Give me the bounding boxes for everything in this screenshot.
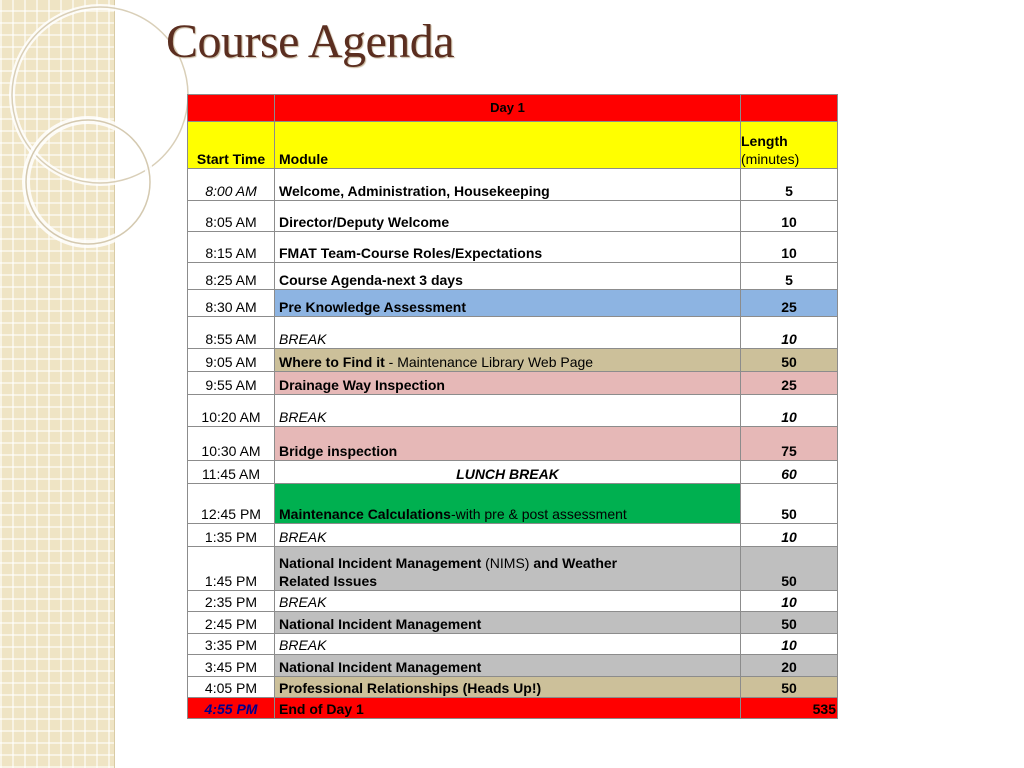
cell-time: 9:55 AM — [188, 372, 275, 395]
module-second-line: Related Issues — [279, 573, 378, 589]
cell-module: LUNCH BREAK — [275, 461, 741, 484]
cell-module: Course Agenda-next 3 days — [275, 263, 741, 290]
table-row — [188, 263, 838, 290]
table-row — [188, 349, 838, 372]
table-row — [188, 461, 838, 484]
table-footer-row — [188, 698, 838, 719]
table-row — [188, 169, 838, 201]
table-row — [188, 655, 838, 677]
header-module: Module — [275, 122, 741, 169]
cell-module: National Incident Management — [275, 612, 741, 634]
cell-time: 12:45 PM — [188, 484, 275, 524]
cell-module: FMAT Team-Course Roles/Expectations — [275, 232, 741, 263]
module-bold-part: Where to Find it — [279, 354, 385, 370]
cell-time: 8:15 AM — [188, 232, 275, 263]
cell-time: 1:35 PM — [188, 524, 275, 547]
cell-length: 10 — [741, 395, 838, 427]
cell-time: 3:45 PM — [188, 655, 275, 677]
table-row — [188, 372, 838, 395]
cell-time: 2:45 PM — [188, 612, 275, 634]
cell-module: BREAK — [275, 591, 741, 612]
header-length — [741, 122, 838, 169]
cell-time: 8:30 AM — [188, 290, 275, 317]
cell-time: 4:55 PM — [188, 698, 275, 719]
cell-module: Director/Deputy Welcome — [275, 201, 741, 232]
cell-module: BREAK — [275, 524, 741, 547]
table-row — [188, 317, 838, 349]
header-length-unit: (minutes) — [741, 151, 800, 167]
module-bold-part: National Incident Management — [279, 555, 482, 571]
cell-module: BREAK — [275, 395, 741, 427]
cell-length: 10 — [741, 232, 838, 263]
header-length-label: Length — [741, 133, 788, 149]
cell-module: Drainage Way Inspection — [275, 372, 741, 395]
table-row — [188, 634, 838, 655]
table-row — [188, 547, 838, 591]
cell-length: 50 — [741, 677, 838, 698]
cell-time: 8:00 AM — [188, 169, 275, 201]
day-label: Day 1 — [275, 95, 741, 122]
cell-time: 1:45 PM — [188, 547, 275, 591]
table-row — [188, 677, 838, 698]
table-row — [188, 612, 838, 634]
agenda-table — [187, 94, 838, 719]
cell-module: BREAK — [275, 317, 741, 349]
cell-module: Welcome, Administration, Housekeeping — [275, 169, 741, 201]
cell-length: 10 — [741, 524, 838, 547]
cell-length: 50 — [741, 349, 838, 372]
table-row — [188, 290, 838, 317]
table-row — [188, 591, 838, 612]
cell-time: 10:30 AM — [188, 427, 275, 461]
cell-time: 11:45 AM — [188, 461, 275, 484]
cell-length: 10 — [741, 201, 838, 232]
cell-module: Bridge inspection — [275, 427, 741, 461]
table-row — [188, 427, 838, 461]
cell-module: BREAK — [275, 634, 741, 655]
cell-length: 50 — [741, 547, 838, 591]
cell-length: 50 — [741, 484, 838, 524]
cell-time: 8:05 AM — [188, 201, 275, 232]
cell-module: National Incident Management — [275, 655, 741, 677]
table-header-row — [188, 122, 838, 169]
module-bold-part-2: and Weather — [533, 555, 618, 571]
cell-time: 8:25 AM — [188, 263, 275, 290]
cell-module — [275, 349, 741, 372]
module-rest-part: (NIMS) — [481, 555, 534, 571]
header-start-time: Start Time — [188, 122, 275, 169]
cell-module — [275, 547, 741, 591]
cell-time: 8:55 AM — [188, 317, 275, 349]
page-title: Course Agenda — [166, 15, 455, 68]
cell-module: Pre Knowledge Assessment — [275, 290, 741, 317]
cell-time: 2:35 PM — [188, 591, 275, 612]
module-rest-part: - Maintenance Library Web Page — [384, 354, 594, 370]
table-row — [188, 524, 838, 547]
cell-module: Professional Relationships (Heads Up!) — [275, 677, 741, 698]
table-row — [188, 95, 838, 122]
cell-time: 4:05 PM — [188, 677, 275, 698]
cell-module: End of Day 1 — [275, 698, 741, 719]
cell-time: 9:05 AM — [188, 349, 275, 372]
cell-length-total: 535 — [741, 698, 838, 719]
table-row — [188, 201, 838, 232]
cell-module — [275, 484, 741, 524]
cell-length: 25 — [741, 372, 838, 395]
cell-length: 20 — [741, 655, 838, 677]
module-bold-part: Maintenance Calculations — [279, 506, 451, 522]
cell-length: 50 — [741, 612, 838, 634]
cell-length: 60 — [741, 461, 838, 484]
cell-length: 10 — [741, 634, 838, 655]
table-row — [188, 395, 838, 427]
table-row — [188, 232, 838, 263]
cell-length: 10 — [741, 591, 838, 612]
cell-time: 3:35 PM — [188, 634, 275, 655]
cell-length: 5 — [741, 169, 838, 201]
module-rest-part: -with pre & post assessment — [450, 506, 627, 522]
cell-length: 10 — [741, 317, 838, 349]
cell-length: 75 — [741, 427, 838, 461]
table-row — [188, 484, 838, 524]
cell-time: 10:20 AM — [188, 395, 275, 427]
cell-length: 5 — [741, 263, 838, 290]
cell-length: 25 — [741, 290, 838, 317]
